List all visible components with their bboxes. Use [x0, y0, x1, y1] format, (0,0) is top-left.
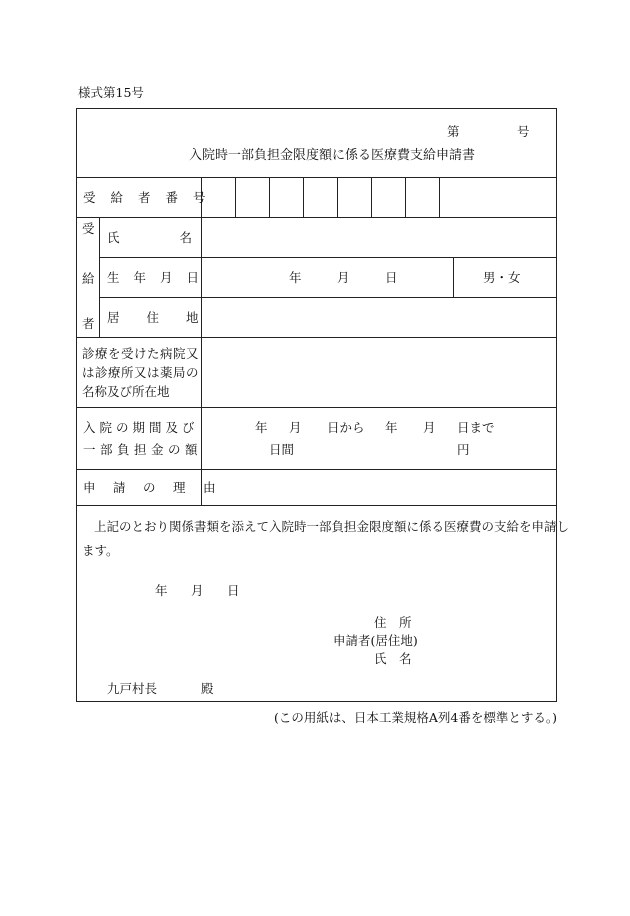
address-label: 居住地	[107, 310, 226, 325]
period-year-1: 年	[255, 420, 268, 435]
period-day-from: 日から	[327, 420, 365, 435]
hospital-label-line3: 名称及び所在地	[82, 384, 170, 399]
period-year-2: 年	[385, 420, 398, 435]
form-title: 入院時一部負担金限度額に係る医療費支給申請書	[189, 148, 476, 163]
recipient-number-label: 受給者番号	[83, 190, 221, 205]
period-yen: 円	[457, 442, 470, 457]
application-form	[76, 108, 570, 702]
hospital-label-line1: 診療を受けた病院又	[82, 346, 200, 361]
applicant-name-label: 氏 名	[374, 651, 412, 666]
addressee-name: 九戸村長	[107, 681, 158, 696]
addressee-honorific: 殿	[201, 681, 214, 696]
period-month-1: 月	[289, 420, 302, 435]
period-label-1: 入院の期間及び	[83, 420, 199, 435]
name-label: 氏名	[107, 230, 253, 245]
period-day-until: 日まで	[457, 420, 495, 435]
statement-line2: ます。	[82, 543, 119, 558]
date-year: 年	[155, 583, 168, 598]
form-id: 様式第15号	[78, 85, 144, 100]
recipient-side-1: 受	[82, 221, 95, 236]
birth-month: 月	[337, 270, 350, 285]
period-days: 日間	[269, 442, 295, 457]
reason-label: 申請の理由	[83, 480, 234, 495]
recipient-side-3: 者	[82, 316, 95, 331]
number-dai: 第	[447, 124, 460, 139]
footer-note: (この用紙は、日本工業規格A列4番を標準とする。)	[274, 710, 557, 725]
recipient-side-2: 給	[82, 271, 95, 286]
period-month-2: 月	[423, 420, 436, 435]
date-day: 日	[227, 583, 240, 598]
birth-label: 生年月日	[107, 270, 214, 285]
applicant-label: 申請者(居住地)	[333, 633, 418, 648]
birth-day: 日	[385, 270, 398, 285]
period-label-2: 一部負担金の額	[83, 442, 203, 457]
hospital-label-line2: は診療所又は薬局の	[82, 365, 200, 380]
statement-line1: 上記のとおり関係書類を添えて入院時一部負担金限度額に係る医療費の支給を申請し	[94, 519, 570, 534]
applicant-address-label: 住 所	[374, 615, 412, 630]
birth-year: 年	[289, 270, 302, 285]
number-go: 号	[517, 124, 530, 139]
date-month: 月	[191, 583, 204, 598]
sex-field: 男・女	[483, 270, 521, 285]
